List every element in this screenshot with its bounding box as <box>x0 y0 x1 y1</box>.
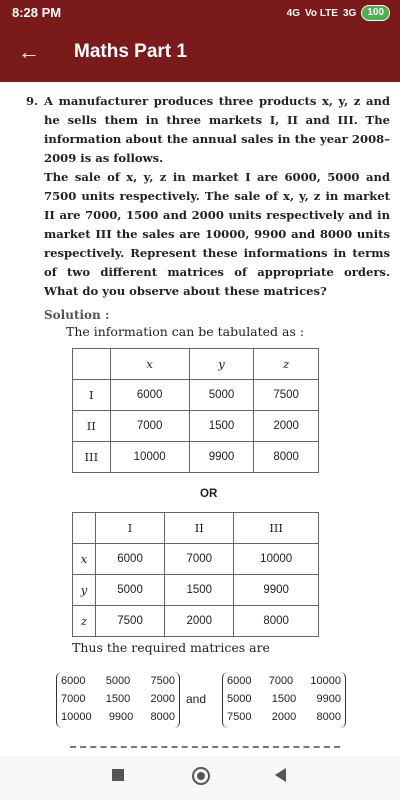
table-cell: 8000 <box>254 442 319 473</box>
matrix-cell: 8000 <box>316 711 341 723</box>
home-circle-icon[interactable] <box>192 767 210 785</box>
table-cell: 7000 <box>165 544 234 575</box>
matrix-cell: 10000 <box>310 675 341 687</box>
table-header-cell <box>73 349 111 380</box>
signal-3g-icon: 3G <box>342 7 357 19</box>
matrix-row <box>223 708 345 726</box>
or-label: OR <box>200 488 218 500</box>
table-row <box>73 442 319 473</box>
table-cell: 10000 <box>234 544 319 575</box>
table-cell: 2000 <box>165 606 234 637</box>
and-label: and <box>186 692 207 706</box>
table-cell: 1500 <box>189 411 254 442</box>
battery-icon: 100 <box>361 5 390 21</box>
table-row <box>73 606 319 637</box>
recents-square-icon[interactable] <box>112 769 124 781</box>
table-header-cell: II <box>165 513 234 544</box>
matrix-row <box>57 672 179 690</box>
matrix-cell: 7500 <box>150 675 175 687</box>
document-content[interactable] <box>0 82 400 756</box>
matrix-b <box>222 672 346 728</box>
volte-icon: Vo LTE <box>305 7 338 19</box>
table-cell: 1500 <box>165 575 234 606</box>
matrix-cell: 5000 <box>227 693 252 705</box>
matrix-cell: 8000 <box>150 711 175 723</box>
system-nav-bar <box>0 756 400 800</box>
matrix-cell: 7500 <box>227 711 252 723</box>
signal-4g-icon: 4G <box>286 7 300 19</box>
table-cell: 7000 <box>110 411 189 442</box>
matrix-cell: 5000 <box>105 675 131 687</box>
matrix-row <box>57 708 179 726</box>
table-row <box>73 575 319 606</box>
table-cell: 9900 <box>234 575 319 606</box>
page-title: Maths Part 1 <box>74 41 187 62</box>
table-header-cell: III <box>234 513 319 544</box>
table-cell: 5000 <box>95 575 164 606</box>
status-icons <box>287 5 390 21</box>
matrix-cell: 9900 <box>108 711 134 723</box>
table-row <box>73 380 319 411</box>
sales-table-by-product <box>72 512 319 637</box>
table-header-cell: z <box>254 349 319 380</box>
table-cell: 6000 <box>110 380 189 411</box>
table-cell: III <box>73 442 111 473</box>
table-cell: 8000 <box>234 606 319 637</box>
matrix-cell: 7000 <box>61 693 86 705</box>
matrix-row <box>223 690 345 708</box>
table-cell: y <box>73 575 96 606</box>
table-cell: I <box>73 380 111 411</box>
table-cell: 10000 <box>110 442 189 473</box>
back-arrow-icon[interactable]: ← <box>18 39 40 64</box>
matrix-row <box>57 690 179 708</box>
table-header-row <box>73 513 319 544</box>
table-header-cell: x <box>110 349 189 380</box>
question-number: 9. <box>26 94 39 108</box>
table-cell: z <box>73 606 96 637</box>
table-row <box>73 544 319 575</box>
matrix-a <box>56 672 180 728</box>
app-bar <box>0 26 400 82</box>
matrix-cell: 6000 <box>227 675 252 687</box>
table-header-cell <box>73 513 96 544</box>
table-header-cell: I <box>95 513 164 544</box>
table-cell: 7500 <box>95 606 164 637</box>
table-cell: 2000 <box>254 411 319 442</box>
table-cell: 7500 <box>254 380 319 411</box>
table-cell: 6000 <box>95 544 164 575</box>
matrix-cell: 1500 <box>271 693 297 705</box>
sales-table-by-market <box>72 348 319 473</box>
table-cell: II <box>73 411 111 442</box>
status-bar <box>0 0 400 26</box>
matrix-cell: 1500 <box>105 693 131 705</box>
question-9 <box>26 92 390 301</box>
solution-intro: The information can be tabulated as : <box>66 324 305 339</box>
status-time: 8:28 PM <box>12 5 62 20</box>
question-text-2: The sale of x, y, z in market I are 6000, 5000 and 7500 units respectively. The sale of x, y, z in market II are 7000, 1500 and 2000 units respectively and in market III the sales are 10000, 9900 and 8000 units respectively. Represent these informations in terms of two different matrices of appropriate orders. What do you observe about these matrices? <box>44 170 390 298</box>
matrix-cell: 10000 <box>61 711 92 723</box>
cut-off-text-line <box>70 746 340 751</box>
table-cell: 5000 <box>189 380 254 411</box>
table-cell: 9900 <box>189 442 254 473</box>
matrix-cell: 2000 <box>271 711 297 723</box>
question-text: A manufacturer produces three products x, y, z and he sells them in three markets I, II and III. The information about the annual sales in the year 2008–2009 is as follows. <box>44 94 390 165</box>
required-matrices-text: Thus the required matrices are <box>72 640 270 655</box>
matrix-cell: 9900 <box>316 693 341 705</box>
table-cell: x <box>73 544 96 575</box>
table-header-cell: y <box>189 349 254 380</box>
matrix-row <box>223 672 345 690</box>
matrix-cell: 7000 <box>268 675 294 687</box>
matrix-cell: 2000 <box>150 693 175 705</box>
solution-label: Solution : <box>44 308 110 322</box>
table-row <box>73 411 319 442</box>
back-triangle-icon[interactable] <box>275 768 286 782</box>
matrix-cell: 6000 <box>61 675 86 687</box>
table-header-row <box>73 349 319 380</box>
